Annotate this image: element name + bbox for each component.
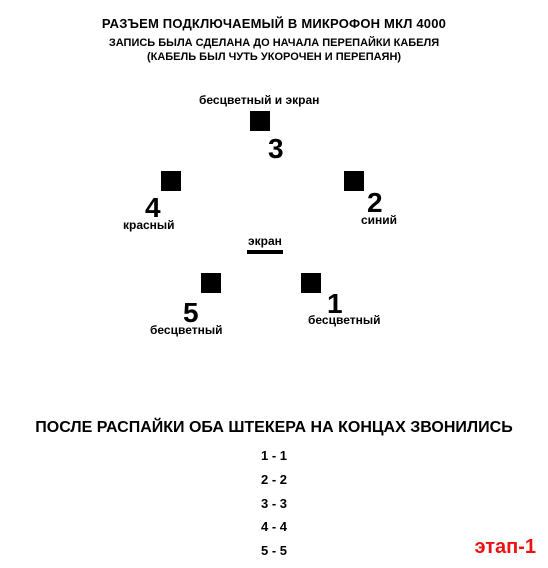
stage-label: этап-1: [474, 536, 536, 558]
continuity-item: 4 - 4: [260, 519, 287, 535]
continuity-item: 3 - 3: [260, 495, 287, 511]
diagram-title: РАЗЪЕМ ПОДКЛЮЧАЕМЫЙ В МИКРОФОН МКЛ 4000: [101, 16, 447, 31]
pin-1-label: бесцветный: [308, 313, 381, 327]
pin-5-pad: [201, 273, 221, 293]
pin-2-pad: [344, 171, 364, 191]
shield-bar: [247, 250, 283, 254]
note-line-1: ЗАПИСЬ БЫЛА СДЕЛАНА ДО НАЧАЛА ПЕРЕПАЙКИ КАБЕЛЯ: [108, 37, 440, 49]
pin-4-label: красный: [123, 218, 175, 232]
continuity-title: ПОСЛЕ РАСПАЙКИ ОБА ШТЕКЕРА НА КОНЦАХ ЗВОНИЛИСЬ: [35, 419, 513, 436]
pin-5-number: 5: [183, 297, 199, 328]
pin-1-number: 1: [327, 288, 343, 319]
shield-label: экран: [248, 234, 282, 248]
pin-4-pad: [161, 171, 181, 191]
pin-1-pad: [301, 273, 321, 293]
pin-2-label: синий: [361, 213, 398, 227]
continuity-list: [0, 444, 548, 563]
continuity-item: 2 - 2: [260, 471, 287, 487]
pin-4-number: 4: [145, 192, 161, 223]
continuity-item: 5 - 5: [260, 543, 287, 559]
pin-5-label: бесцветный: [150, 323, 223, 337]
pin-3-pad: [250, 111, 270, 131]
note-line-2: (КАБЕЛЬ БЫЛ ЧУТЬ УКОРОЧЕН И ПЕРЕПАЯН): [146, 51, 402, 63]
pin-2-number: 2: [367, 187, 383, 218]
pin-3-number: 3: [268, 133, 284, 164]
pin-3-label: бесцветный и экран: [199, 93, 320, 107]
continuity-item: 1 - 1: [260, 448, 287, 463]
